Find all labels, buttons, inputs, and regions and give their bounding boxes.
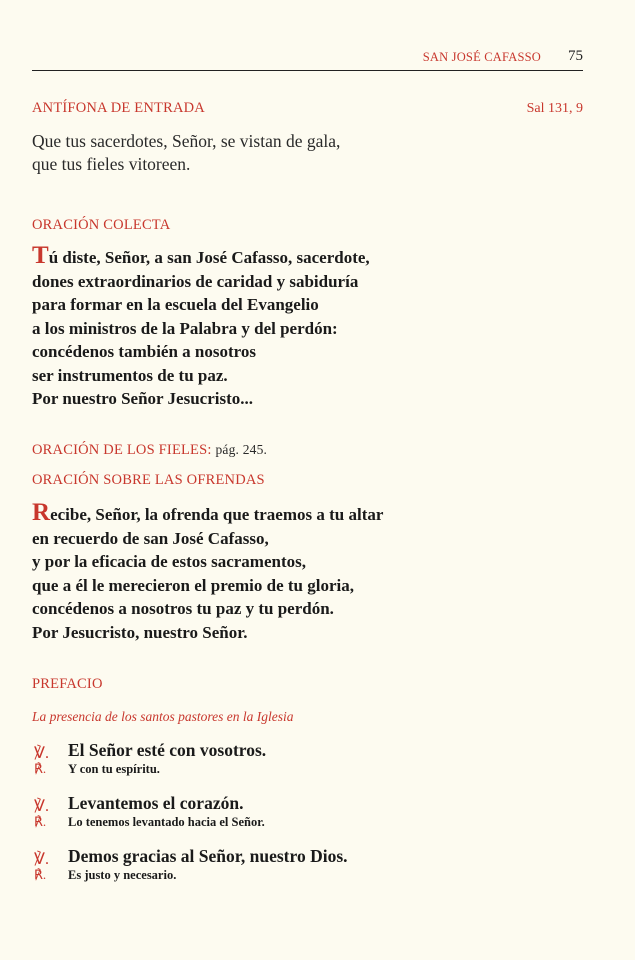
antifona-text: [32, 130, 340, 176]
response-symbol: ℟.: [34, 867, 47, 882]
prefacio-dialogue: [32, 740, 592, 886]
fieles-heading: [32, 442, 267, 459]
colecta-line: dones extraordinarios de caridad y sabiduría: [32, 271, 359, 291]
fieles-heading-text: ORACIÓN DE LOS FIELES:: [32, 442, 212, 458]
page-header: [32, 50, 583, 71]
fieles-page-ref: pág. 245.: [215, 442, 268, 457]
ofrendas-line: Por Jesucristo, nuestro Señor.: [32, 622, 248, 642]
versicle-text: Demos gracias al Señor, nuestro Dios.: [68, 846, 348, 866]
response-symbol: ℟.: [34, 814, 47, 829]
ofrendas-text: [32, 499, 384, 644]
response-row: [32, 813, 592, 833]
ofrendas-line: y por la eficacia de estos sacramentos,: [32, 552, 306, 571]
response-row: [32, 760, 592, 780]
colecta-line: concédenos también a nosotros: [32, 342, 256, 361]
page-number: 75: [568, 48, 583, 64]
versicle-symbol: ℣.: [34, 851, 49, 868]
prefacio-heading: PREFACIO: [32, 676, 103, 692]
colecta-initial: T: [32, 242, 49, 269]
versicle-row: [32, 846, 592, 866]
colecta-line: para formar en la escuela del Evangelio: [32, 295, 319, 314]
versicle-text: El Señor esté con vosotros.: [68, 740, 267, 760]
response-symbol: ℟.: [34, 761, 47, 776]
ofrendas-initial: R: [32, 499, 51, 526]
versicle-row: [32, 740, 592, 760]
versicle-symbol: ℣.: [34, 745, 49, 762]
colecta-line: ú diste, Señor, a san José Cafasso, sacerdote,: [48, 248, 370, 267]
versicle-row: [32, 793, 592, 813]
versicle-symbol: ℣.: [34, 798, 49, 815]
colecta-heading: ORACIÓN COLECTA: [32, 217, 171, 233]
response-text: Lo tenemos levantado hacia el Señor.: [68, 815, 265, 829]
colecta-line: a los ministros de la Palabra y del perdón:: [32, 318, 338, 338]
response-row: [32, 866, 592, 886]
running-title: SAN JOSÉ CAFASSO: [422, 50, 541, 64]
antifona-line: que tus fieles vitoreen.: [32, 154, 191, 174]
colecta-line: ser instrumentos de tu paz.: [32, 365, 228, 385]
antifona-line: Que tus sacerdotes, Señor, se vistan de gala,: [32, 131, 341, 151]
versicle-text: Levantemos el corazón.: [68, 793, 244, 813]
colecta-text: [32, 242, 370, 411]
antifona-reference: Sal 131, 9: [526, 101, 583, 116]
ofrendas-line: que a él le merecieron el premio de tu gloria,: [32, 575, 354, 595]
response-text: Es justo y necesario.: [68, 868, 177, 882]
ofrendas-line: en recuerdo de san José Cafasso,: [32, 528, 269, 548]
prefacio-subtitle: La presencia de los santos pastores en la Iglesia: [32, 709, 294, 724]
ofrendas-heading: ORACIÓN SOBRE LAS OFRENDAS: [32, 472, 265, 488]
ofrendas-line: concédenos a nosotros tu paz y tu perdón.: [32, 599, 334, 618]
antifona-heading: ANTÍFONA DE ENTRADA: [32, 100, 205, 116]
colecta-line: Por nuestro Señor Jesucristo...: [32, 389, 253, 408]
ofrendas-line: ecibe, Señor, la ofrenda que traemos a tu altar: [50, 505, 384, 524]
response-text: Y con tu espíritu.: [68, 762, 160, 776]
